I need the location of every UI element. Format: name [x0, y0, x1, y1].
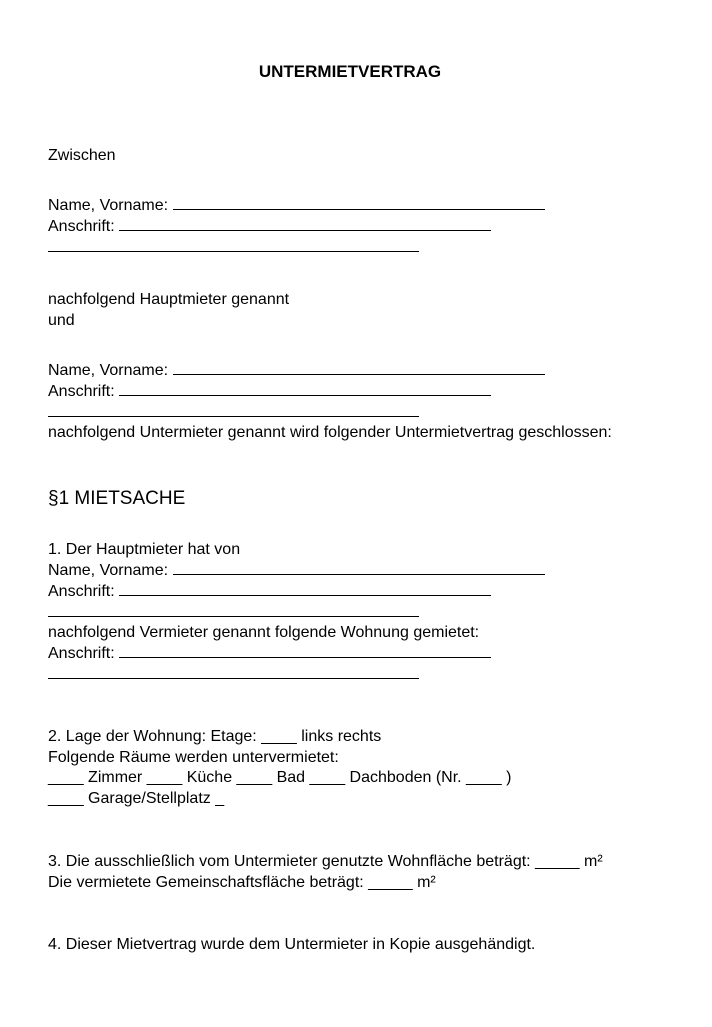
hauptmieter-name-row [48, 195, 545, 216]
anschrift-label: Anschrift: [48, 645, 115, 662]
hauptmieter-anschrift-row [48, 216, 491, 237]
vermieter-anschrift-row-2 [48, 602, 419, 623]
wohnung-anschrift-row [48, 643, 491, 664]
wohnung-anschrift-field-2[interactable] [48, 665, 419, 679]
untermieter-name-row [48, 360, 545, 381]
section-1-heading: §1 MIETSACHE [48, 488, 186, 509]
item-3-wohnflaeche: 3. Die ausschließlich vom Untermieter genutzte Wohnfläche beträgt: _____ m² [48, 853, 603, 870]
vermieter-anschrift-field[interactable] [119, 582, 491, 596]
anschrift-label: Anschrift: [48, 383, 115, 400]
item-3-gemeinschaftsflaeche: Die vermietete Gemeinschaftsfläche beträgt: _____ m² [48, 874, 436, 891]
hauptmieter-anschrift-field[interactable] [119, 217, 491, 231]
vermieter-anschrift-row [48, 581, 491, 602]
anschrift-label: Anschrift: [48, 218, 115, 235]
vermieter-name-field[interactable] [173, 561, 545, 575]
untermieter-anschrift-field[interactable] [119, 382, 491, 396]
item-2-garage: ____ Garage/Stellplatz _ [48, 790, 225, 807]
nachfolgend-untermieter-text: nachfolgend Untermieter genannt wird folgender Untermietvertrag geschlossen: [48, 424, 612, 441]
item-2-raeume: Folgende Räume werden untervermietet: [48, 749, 339, 766]
wohnung-anschrift-field[interactable] [119, 644, 491, 658]
hauptmieter-name-field[interactable] [173, 196, 545, 210]
name-vorname-label: Name, Vorname: [48, 562, 169, 579]
item-2-raeume-list: ____ Zimmer ____ Küche ____ Bad ____ Dachboden (Nr. ____ ) [48, 769, 512, 786]
untermieter-anschrift-field-2[interactable] [48, 403, 419, 417]
zwischen-label: Zwischen [48, 147, 116, 164]
vermieter-anschrift-field-2[interactable] [48, 603, 419, 617]
name-vorname-label: Name, Vorname: [48, 197, 169, 214]
und-label: und [48, 312, 75, 329]
item-1-intro: 1. Der Hauptmieter hat von [48, 541, 241, 558]
untermieter-anschrift-row-2 [48, 402, 419, 423]
vermieter-name-row [48, 560, 545, 581]
wohnung-anschrift-row-2 [48, 664, 419, 685]
nachfolgend-vermieter-text: nachfolgend Vermieter genannt folgende Wohnung gemietet: [48, 624, 480, 641]
hauptmieter-anschrift-field-2[interactable] [48, 238, 419, 252]
name-vorname-label: Name, Vorname: [48, 362, 169, 379]
nachfolgend-hauptmieter-text: nachfolgend Hauptmieter genannt [48, 291, 290, 308]
item-2-lage: 2. Lage der Wohnung: Etage: ____ links rechts [48, 728, 382, 745]
document-title: UNTERMIETVERTRAG [258, 62, 442, 81]
anschrift-label: Anschrift: [48, 583, 115, 600]
hauptmieter-anschrift-row-2 [48, 237, 419, 258]
item-4-kopie: 4. Dieser Mietvertrag wurde dem Untermieter in Kopie ausgehändigt. [48, 936, 536, 953]
untermieter-name-field[interactable] [173, 361, 545, 375]
untermieter-anschrift-row [48, 381, 491, 402]
